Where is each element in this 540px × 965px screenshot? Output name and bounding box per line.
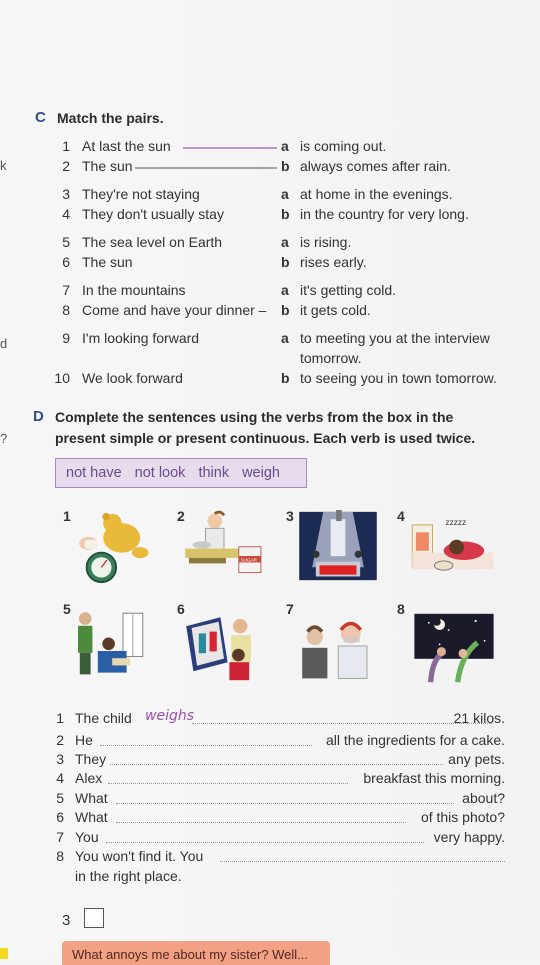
row-right-text: it's getting cold. [300, 282, 397, 298]
picture-sleeping-person [405, 512, 497, 584]
row-letter: b [281, 158, 290, 174]
row-left-text: The sun [82, 158, 133, 174]
row-number: 2 [62, 158, 70, 174]
sentence-start: What [75, 809, 108, 825]
row-left-text: The sun [82, 254, 133, 270]
row-number: 7 [62, 282, 70, 298]
sentence-row [50, 751, 510, 769]
row-right-text: is rising. [300, 234, 352, 250]
sentence-row [50, 732, 510, 750]
answer-blank[interactable] [110, 764, 443, 765]
sentence-row [50, 848, 510, 884]
answer-blank[interactable] [100, 745, 312, 746]
sentence-row [50, 829, 510, 847]
sentence-start: You won't find it. You [75, 848, 204, 864]
sentence-end: any pets. [448, 751, 505, 767]
next-section-banner: What annoys me about my sister? Well... [62, 941, 330, 965]
picture-number: 5 [63, 601, 71, 617]
picture-number: 3 [286, 508, 294, 524]
row-number: 5 [62, 234, 70, 250]
tick-box[interactable] [84, 908, 104, 928]
picture-teddy-on-scale [72, 512, 164, 584]
row-right-text: it gets cold. [300, 302, 371, 318]
sentence-row [50, 710, 510, 728]
sentence-start: What [75, 790, 108, 806]
row-number: 4 [62, 206, 70, 222]
row-right-text: to meeting you at the interview [300, 330, 490, 346]
row-right-text-continued: tomorrow. [300, 350, 362, 366]
section-c-letter: C [35, 109, 46, 126]
picture-number: 4 [397, 508, 405, 524]
answer-blank[interactable] [220, 861, 505, 862]
sentence-number: 7 [56, 829, 64, 845]
row-letter: a [281, 186, 289, 202]
sentence-end: very happy. [433, 829, 505, 845]
edge-mark: ? [0, 431, 8, 446]
row-right-text: always comes after rain. [300, 158, 451, 174]
sentence-row [50, 770, 510, 788]
edge-mark: d [0, 336, 8, 351]
picture-man-cooking [178, 508, 270, 580]
sentence-start: Alex [75, 770, 103, 786]
page-edge-tab [0, 948, 8, 959]
picture-award-stage [292, 510, 384, 582]
row-right-text: rises early. [300, 254, 367, 270]
picture-number: 2 [177, 508, 185, 524]
section-d-title-line1: Complete the sentences using the verbs from the box in the [55, 409, 454, 425]
section-d-letter: D [33, 408, 44, 425]
sentence-end: about? [462, 790, 505, 806]
section-c-title: Match the pairs. [57, 110, 164, 126]
row-right-text: to seeing you in town tomorrow. [300, 370, 497, 386]
sentence-continuation: in the right place. [75, 868, 182, 884]
sugar-label: SUGAR [240, 557, 258, 563]
sentence-number: 6 [56, 809, 64, 825]
row-left-text: At last the sun [82, 138, 171, 154]
answer-blank[interactable] [116, 803, 454, 804]
answer-blank[interactable] [192, 723, 492, 724]
answer-blank[interactable] [108, 783, 348, 784]
row-letter: a [281, 234, 289, 250]
row-letter: b [281, 302, 290, 318]
row-right-text: at home in the evenings. [300, 186, 453, 202]
sentence-end: breakfast this morning. [363, 770, 505, 786]
picture-night-sky [408, 612, 500, 684]
sentence-end: all the ingredients for a cake. [326, 732, 505, 748]
match-lines [0, 0, 540, 200]
word-box-item: not have [66, 465, 122, 481]
picture-number: 1 [63, 508, 71, 524]
word-box [55, 458, 307, 488]
picture-people-at-window [68, 606, 160, 678]
row-left-text: Come and have your dinner – [82, 302, 267, 318]
row-number: 1 [62, 138, 70, 154]
sentence-row [50, 790, 510, 808]
section-d-title-line2: present simple or present continuous. Each verb is used twice. [55, 430, 476, 446]
picture-men-talking [294, 610, 386, 682]
word-box-item: think [198, 465, 230, 481]
sentence-number: 3 [56, 751, 64, 767]
row-number: 3 [62, 186, 70, 202]
answer-blank[interactable] [106, 842, 424, 843]
row-left-text: In the mountains [82, 282, 186, 298]
row-right-text: in the country for very long. [300, 206, 469, 222]
handwritten-answer: weighs [145, 708, 195, 724]
sentence-number: 8 [56, 848, 64, 864]
sentence-number: 4 [56, 770, 64, 786]
row-letter: b [281, 370, 290, 386]
sentence-start: You [75, 829, 99, 845]
row-letter: b [281, 254, 290, 270]
picture-number: 7 [286, 601, 294, 617]
word-box-item: weigh [242, 465, 280, 481]
picture-number: 6 [177, 601, 185, 617]
picture-people-with-photo [178, 610, 270, 682]
row-left-text: We look forward [82, 370, 183, 386]
sentence-start: He [75, 732, 93, 748]
row-letter: a [281, 282, 289, 298]
row-letter: b [281, 206, 290, 222]
edge-mark: k [0, 158, 7, 173]
footer-number: 3 [62, 912, 71, 929]
word-box-item: not look [134, 465, 186, 481]
sentence-start: They [75, 751, 107, 767]
picture-number: 8 [397, 601, 405, 617]
sleep-zzz: zzzzz [445, 516, 467, 527]
sentence-number: 5 [56, 790, 64, 806]
row-letter: a [281, 138, 289, 154]
sentence-number: 1 [56, 710, 64, 726]
sentence-end: of this photo? [420, 809, 505, 825]
row-left-text: They don't usually stay [82, 206, 224, 222]
row-right-text: is coming out. [300, 138, 387, 154]
row-left-text: The sea level on Earth [82, 234, 223, 250]
row-number: 9 [62, 330, 70, 346]
answer-blank[interactable] [116, 822, 406, 823]
row-letter: a [281, 330, 289, 346]
row-left-text: I'm looking forward [82, 330, 200, 346]
sentence-start: The child [75, 710, 132, 726]
sentence-end: 21 kilos. [453, 710, 505, 726]
row-number: 10 [54, 370, 70, 386]
row-number: 8 [62, 302, 70, 318]
row-left-text: They're not staying [82, 186, 200, 202]
sentence-number: 2 [56, 732, 64, 748]
sentence-row [50, 809, 510, 827]
row-number: 6 [62, 254, 70, 270]
